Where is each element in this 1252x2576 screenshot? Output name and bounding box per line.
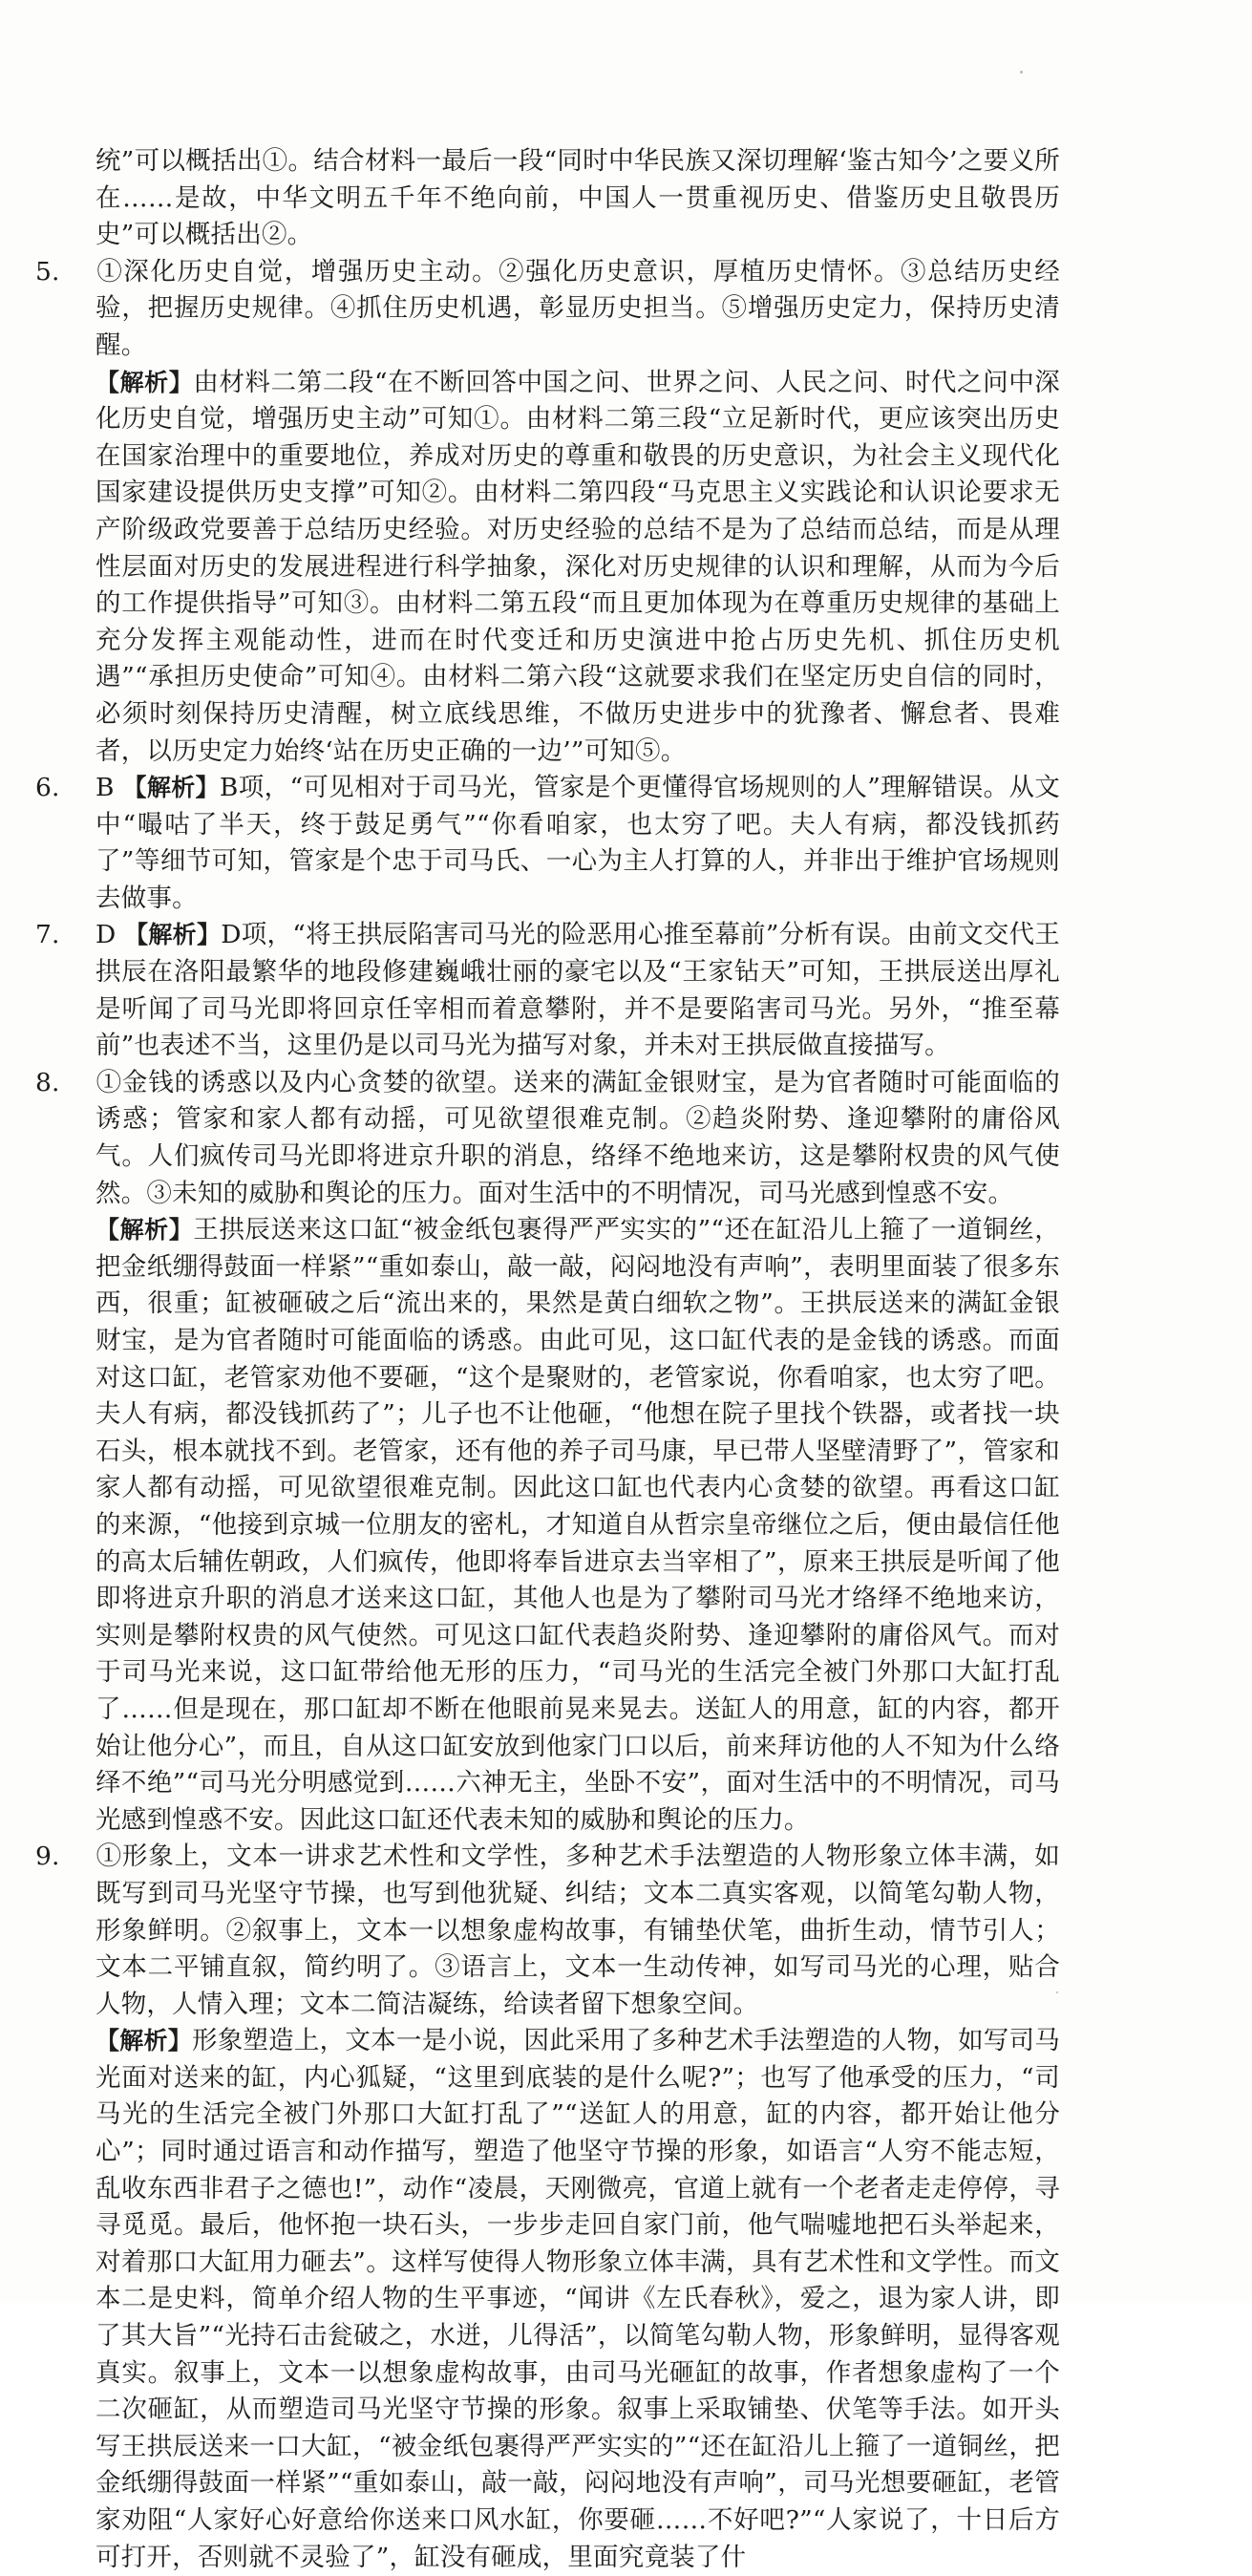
analysis-tag: 【解析】 (124, 921, 222, 949)
q8-analysis (95, 1212, 1060, 1839)
q7-answer (35, 917, 1060, 1064)
q8-analysis-text: 王拱辰送来这口缸“被金纸包裹得严严实实的”“还在缸沿儿上箍了一道铜丝，把金纸绷得鼓面一样紧”“重如泰山，敲一敲，闷闷地没有声响”，表明里面装了很多东西，很重；缸被砸破之后“流出来的，果然是黄白细软之物”。王拱辰送来的满缸金银财宝，是为官者随时可能面临的诱惑。由此可见，这口缸代表的是金钱的诱惑。而面对这口缸，老管家劝他不要砸，“这个是聚财的，老管家说，你看咱家，也太穷了吧。夫人有病，都没钱抓药了”；儿子也不让他砸，“他想在院子里找个铁器，或者找一块石头，根本就找不到。老管家，还有他的养子司马康，早已带人坚壁清野了”，管家和家人都有动摇，可见欲望很难克制。因此这口缸也代表内心贪婪的欲望。再看这口缸的来源，“他接到京城一位朋友的密札，才知道自从哲宗皇帝继位之后，便由最信任他的高太后辅佐朝政，人们疯传，他即将奉旨进京去当宰相了”，原来王拱辰是听闻了他即将进京升职的消息才送来这口缸，其他人也是为了攀附司马光才络绎不绝地来访，实则是攀附权贵的风气使然。可见这口缸代表趋炎附势、逢迎攀附的庸俗风气。而对于司马光来说，这口缸带给他无形的压力，“司马光的生活完全被门外那口大缸打乱了……但是现在，那口缸却不断在他眼前晃来晃去。送缸人的用意，缸的内容，都开始让他分心”，而且，自从这口缸安放到他家门口以后，前来拜访他的人不知为什么络绎不绝”“司马光分明感觉到……六神无主，坐卧不安”，面对生活中的不明情况，司马光感到惶惑不安。因此这口缸还代表未知的威胁和舆论的压力。 (95, 1215, 1060, 1835)
q8-answer (35, 1065, 1060, 1212)
analysis-tag: 【解析】 (122, 774, 220, 802)
q9-analysis (95, 2023, 1060, 2576)
q8-number: 8. (35, 1067, 60, 1097)
q5-number: 5. (35, 256, 60, 287)
answer-text-block (35, 143, 1061, 2576)
q6-answer (35, 770, 1061, 917)
q4-answer-continuation: 统”可以概括出①。结合材料一最后一段“同时中华民族又深切理解‘鉴古知今’之要义所在……是故，中华文明五千年不绝向前，中国人一贯重视历史、借鉴历史且敬畏历史”可以概括出②。 (95, 146, 1060, 250)
q9-number: 9. (35, 1842, 60, 1872)
q7-choice: D (95, 920, 117, 950)
q5-analysis-text: 由材料二第二段“在不断回答中国之问、世界之问、人民之问、时代之问中深化历史自觉，增强历史主动”可知①。由材料二第三段“立足新时代，更应该突出历史在国家治理中的重要地位，养成对历史的尊重和敬畏的历史意识，为社会主义现代化国家建设提供历史支撑”可知②。由材料二第四段“马克思主义实践论和认识论要求无产阶级政党要善于总结历史经验。对历史经验的总结不是为了总结而总结，而是从理性层面对历史的发展进程进行科学抽象，深化对历史规律的认识和理解，从而为今后的工作提供指导”可知③。由材料二第五段“而且更加体现为在尊重历史规律的基础上充分发挥主观能动性，进而在时代变迁和历史演进中抢占历史先机、抓住历史机遇”“承担历史使命”可知④。由材料二第六段“这就要求我们在坚定历史自信的同时，必须时刻保持历史清醒，树立底线思维，不做历史进步中的犹豫者、懈怠者、畏难者，以历史定力始终‘站在历史正确的一边’”可知⑤。 (95, 367, 1060, 766)
q8-answer-text: ①金钱的诱惑以及内心贪婪的欲望。送来的满缸金银财宝，是为官者随时可能面临的诱惑；管家和家人都有动摇，可见欲望很难克制。②趋炎附势、逢迎攀附的庸俗风气。人们疯传司马光即将进京升职的消息，络绎不绝地来访，这是攀附权贵的风气使然。③未知的威胁和舆论的压力。面对生活中的不明情况，司马光感到惶惑不安。 (95, 1067, 1060, 1208)
q6-number: 6. (35, 773, 60, 803)
analysis-tag: 【解析】 (95, 2027, 192, 2055)
q7-analysis-text: D项，“将王拱辰陷害司马光的险恶用心推至幕前”分析有误。由前文交代王拱辰在洛阳最繁华的地段修建巍峨壮丽的豪宅以及“王家钻天”可知，王拱辰送出厚礼是听闻了司马光即将回京任宰相而着意攀附，并不是要陷害司马光。另外，“推至幕前”也表述不当，这里仍是以司马光为描写对象，并未对王拱辰做直接描写。 (95, 920, 1060, 1061)
q6-choice: B (95, 773, 115, 803)
q9-answer (35, 1839, 1060, 2023)
q5-analysis (95, 365, 1060, 771)
q6-analysis-text: B项，“可见相对于司马光，管家是个更懂得官场规则的人”理解错误。从文中“嘬咕了半天，终于鼓足勇气”“你看咱家，也太穷了吧。夫人有病，都没钱抓药了”等细节可知，管家是个忠于司马氏、一心为主人打算的人，并非出于维护官场规则去做事。 (95, 773, 1061, 913)
q7-number: 7. (35, 920, 60, 950)
q5-answer-text: ①深化历史自觉，增强历史主动。②强化历史意识，厚植历史情怀。③总结历史经验，把握历史规律。④抓住历史机遇，彰显历史担当。⑤增强历史定力，保持历史清醒。 (95, 256, 1060, 360)
scan-speck (1020, 71, 1023, 74)
q5-answer (35, 254, 1060, 365)
analysis-tag: 【解析】 (95, 368, 194, 396)
q9-answer-text: ①形象上，文本一讲求艺术性和文学性，多种艺术手法塑造的人物形象立体丰满，如既写到司马光坚守节操，也写到他犹疑、纠结；文本二真实客观，以简笔勾勒人物，形象鲜明。②叙事上，文本一以想象虚构故事，有铺垫伏笔，曲折生动，情节引人；文本二平铺直叙，简约明了。③语言上，文本一生动传神，如写司马光的心理，贴合人物，人情入理；文本二简洁凝练，给读者留下想象空间。 (95, 1842, 1060, 2019)
q9-analysis-text: 形象塑造上，文本一是小说，因此采用了多种艺术手法塑造的人物，如写司马光面对送来的缸，内心狐疑，“这里到底装的是什么呢?”；也写了他承受的压力，“司马光的生活完全被门外那口大缸打乱了”“送缸人的用意，缸的内容，都开始让他分心”；同时通过语言和动作描写，塑造了他坚守节操的形象，如语言“人穷不能志短，乱收东西非君子之德也!”，动作“凌晨，天刚微亮，官道上就有一个老者走走停停，寻寻觅觅。最后，他怀抱一块石头，一步步走回自家门前，他气喘嘘地把石头举起来，对着那口大缸用力砸去”。这样写使得人物形象立体丰满，具有艺术性和文学性。而文本二是史料，简单介绍人物的生平事迹，“闻讲《左氏春秋》，爱之，退为家人讲，即了其大旨”“光持石击瓮破之，水迸，儿得活”，以简笔勾勒人物，形象鲜明，显得客观真实。叙事上，文本一以想象虚构故事，由司马光砸缸的故事，作者想象虚构了一个二次砸缸，从而塑造司马光坚守节操的形象。叙事上采取铺垫、伏笔等手法。如开头写王拱辰送来一口大缸，“被金纸包裹得严严实实的”“还在缸沿儿上箍了一道铜丝，把金纸绷得鼓面一样紧”“重如泰山，敲一敲，闷闷地没有声响”，司马光想要砸缸，老管家劝阻“人家好心好意给你送来口风水缸，你要砸……不好吧?”“人家说了，十日后方可打开，否则就不灵验了”，缸没有砸成，里面究竟装了什 (95, 2026, 1060, 2572)
analysis-tag: 【解析】 (95, 1216, 194, 1245)
